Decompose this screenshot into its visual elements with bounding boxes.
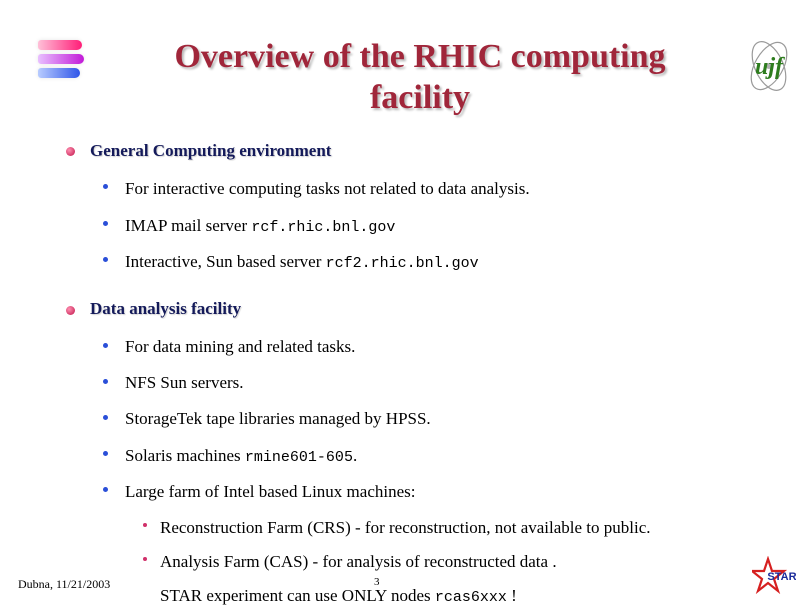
sub-list-item-text: Analysis Farm (CAS) - for analysis of reconstructed data . [160, 552, 557, 571]
list-item-text: Interactive, Sun based server [125, 252, 326, 271]
bullet-icon [103, 184, 108, 189]
stripes-logo-icon [30, 36, 90, 92]
title-line-1: Overview of the RHIC computing [174, 38, 666, 75]
list-item-suffix: . [352, 446, 358, 465]
list-item-text: Solaris machines [125, 446, 245, 465]
sub-list-item-continuation [160, 586, 517, 606]
bullet-icon [66, 306, 75, 315]
list-item [125, 216, 395, 236]
bullet-icon [103, 487, 108, 492]
section-heading-general: General Computing environment [90, 141, 332, 160]
sub-list-item [160, 518, 651, 538]
continuation-text: STAR experiment can use ONLY nodes [160, 586, 435, 605]
ujf-logo-text: ujf [754, 54, 784, 80]
hostname-code: rmine601-605 [244, 449, 353, 466]
list-item-text: IMAP mail server [125, 216, 252, 235]
list-item-text: For data mining and related tasks. [125, 337, 356, 356]
ujf-logo-icon [742, 36, 796, 96]
section-heading-data-analysis: Data analysis facility [90, 299, 242, 318]
bullet-icon [66, 147, 75, 156]
hostname-code: rcf2.rhic.bnl.gov [325, 255, 479, 272]
list-item-text: Large farm of Intel based Linux machines: [125, 482, 416, 501]
footer-date: Dubna, 11/21/2003 [18, 577, 111, 591]
list-item [125, 446, 357, 466]
bullet-icon [103, 343, 108, 348]
list-item [125, 373, 244, 393]
slide-title [120, 36, 720, 118]
list-item-text: For interactive computing tasks not related to data analysis. [125, 179, 530, 198]
list-item [125, 337, 355, 357]
list-item-text: NFS Sun servers. [125, 373, 244, 392]
sub-list-item-text: Reconstruction Farm (CRS) - for reconstruction, not available to public. [160, 518, 651, 537]
star-logo-text: STAR [767, 571, 796, 583]
page-number: 3 [374, 576, 380, 588]
bullet-icon [103, 415, 108, 420]
hostname-code: rcf.rhic.bnl.gov [251, 219, 396, 236]
bullet-icon [103, 221, 108, 226]
sub-bullet-icon [143, 557, 147, 561]
list-item [125, 482, 415, 502]
bullet-icon [103, 451, 108, 456]
title-line-2: facility [369, 79, 471, 116]
node-name-code: rcas6xxx [434, 589, 507, 606]
sub-list-item [160, 552, 557, 572]
sub-bullet-icon [143, 523, 147, 527]
list-item [125, 252, 479, 272]
continuation-suffix: ! [506, 586, 517, 605]
list-item [125, 179, 530, 199]
bullet-icon [103, 379, 108, 384]
bullet-icon [103, 257, 108, 262]
list-item-text: StorageTek tape libraries managed by HPSS. [125, 409, 431, 428]
list-item [125, 409, 431, 429]
star-logo-icon [752, 556, 796, 596]
